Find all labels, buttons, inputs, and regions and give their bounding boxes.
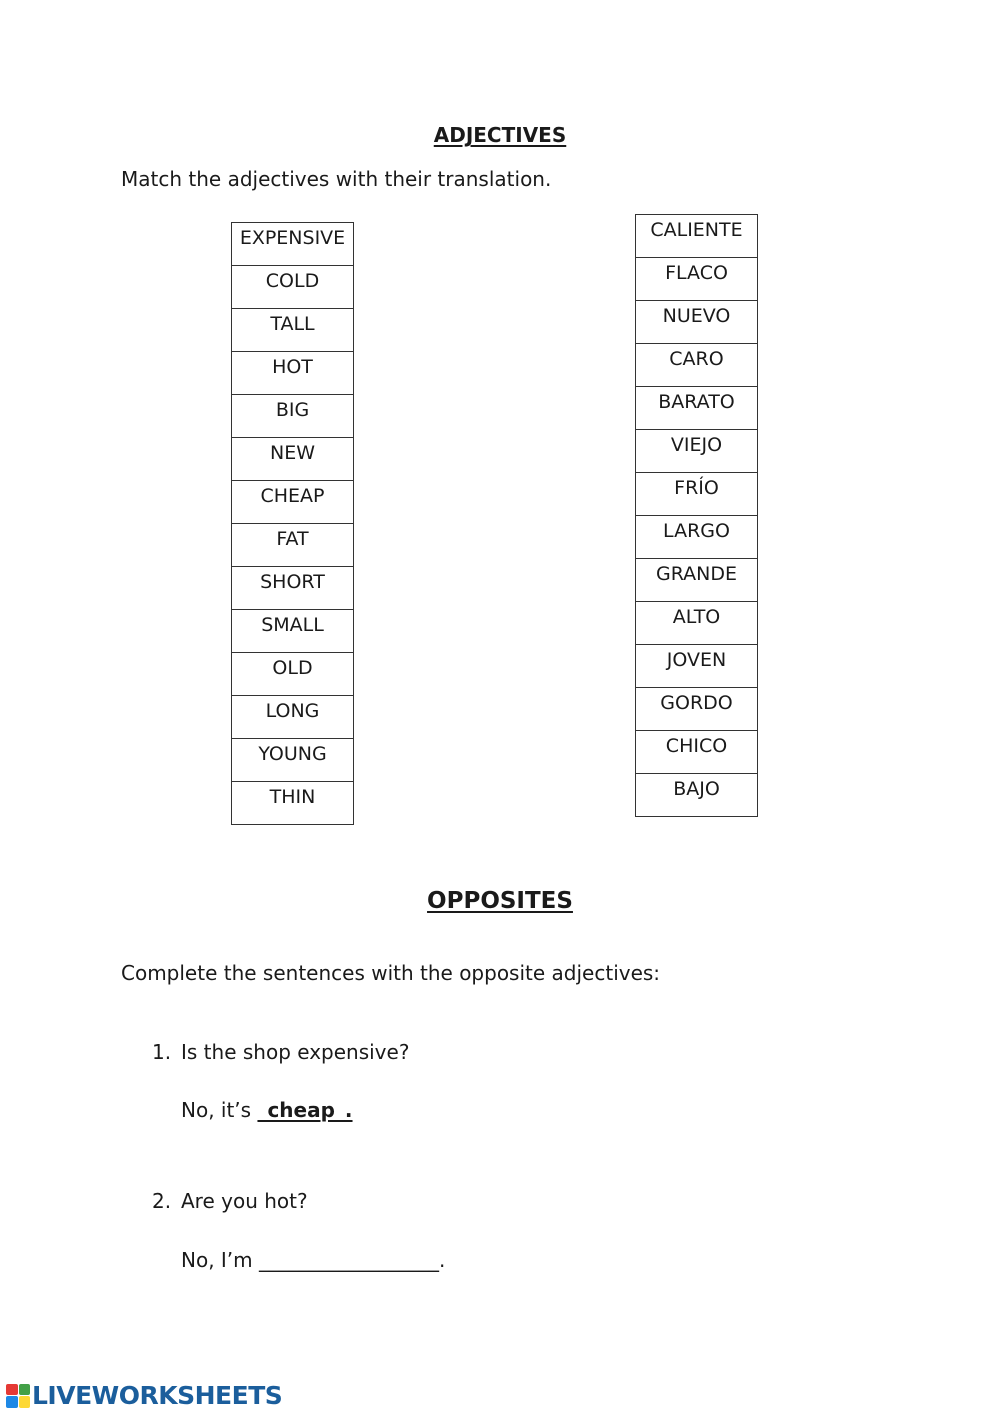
english-row bbox=[232, 739, 354, 782]
question-1-answer bbox=[181, 1098, 353, 1122]
spanish-row bbox=[636, 473, 758, 516]
english-word[interactable]: SMALL bbox=[232, 610, 354, 653]
spanish-row bbox=[636, 645, 758, 688]
spanish-word[interactable]: CHICO bbox=[636, 731, 758, 774]
english-word[interactable]: YOUNG bbox=[232, 739, 354, 782]
english-word[interactable]: SHORT bbox=[232, 567, 354, 610]
logo-square-blue bbox=[6, 1396, 18, 1408]
logo-square-green bbox=[19, 1384, 31, 1396]
spanish-row bbox=[636, 516, 758, 559]
question-2-text: Are you hot? bbox=[181, 1189, 308, 1213]
spanish-row bbox=[636, 559, 758, 602]
question-2-number: 2. bbox=[152, 1189, 172, 1213]
spanish-word[interactable]: CARO bbox=[636, 344, 758, 387]
english-row bbox=[232, 696, 354, 739]
spanish-word[interactable]: GRANDE bbox=[636, 559, 758, 602]
matching-instruction: Match the adjectives with their translation. bbox=[121, 167, 552, 191]
english-row bbox=[232, 653, 354, 696]
english-word[interactable]: EXPENSIVE bbox=[232, 223, 354, 266]
english-row bbox=[232, 223, 354, 266]
spanish-row bbox=[636, 688, 758, 731]
logo-square-yellow bbox=[19, 1396, 31, 1408]
question-1-text: Is the shop expensive? bbox=[181, 1040, 410, 1064]
spanish-row bbox=[636, 344, 758, 387]
english-word[interactable]: NEW bbox=[232, 438, 354, 481]
english-row bbox=[232, 309, 354, 352]
english-word[interactable]: LONG bbox=[232, 696, 354, 739]
english-word[interactable]: HOT bbox=[232, 352, 354, 395]
english-word[interactable]: FAT bbox=[232, 524, 354, 567]
spanish-translations-table bbox=[635, 214, 758, 817]
answer-1-prefix: No, it’s bbox=[181, 1098, 258, 1122]
spanish-word[interactable]: CALIENTE bbox=[636, 215, 758, 258]
question-1-number: 1. bbox=[152, 1040, 172, 1064]
spanish-word[interactable]: JOVEN bbox=[636, 645, 758, 688]
english-word[interactable]: THIN bbox=[232, 782, 354, 825]
spanish-word[interactable]: VIEJO bbox=[636, 430, 758, 473]
answer-2-prefix: No, I’m bbox=[181, 1248, 260, 1272]
spanish-row bbox=[636, 731, 758, 774]
opposites-instruction: Complete the sentences with the opposite adjectives: bbox=[121, 961, 661, 985]
english-row bbox=[232, 438, 354, 481]
spanish-row bbox=[636, 430, 758, 473]
spanish-word[interactable]: LARGO bbox=[636, 516, 758, 559]
liveworksheets-logo bbox=[6, 1381, 282, 1410]
answer-2-blank[interactable]: __________________. bbox=[259, 1248, 446, 1272]
english-word[interactable]: TALL bbox=[232, 309, 354, 352]
english-word[interactable]: CHEAP bbox=[232, 481, 354, 524]
english-row bbox=[232, 782, 354, 825]
english-word[interactable]: OLD bbox=[232, 653, 354, 696]
spanish-row bbox=[636, 258, 758, 301]
english-row bbox=[232, 352, 354, 395]
spanish-word[interactable]: BARATO bbox=[636, 387, 758, 430]
answer-1-blank[interactable]: _cheap_. bbox=[257, 1098, 353, 1122]
adjectives-title: ADJECTIVES bbox=[433, 123, 567, 147]
english-word[interactable]: COLD bbox=[232, 266, 354, 309]
logo-square-red bbox=[6, 1384, 18, 1396]
liveworksheets-logo-icon bbox=[6, 1384, 30, 1408]
english-adjectives-table bbox=[231, 222, 354, 825]
english-row bbox=[232, 266, 354, 309]
opposites-title: OPPOSITES bbox=[427, 888, 573, 914]
spanish-word[interactable]: NUEVO bbox=[636, 301, 758, 344]
english-word[interactable]: BIG bbox=[232, 395, 354, 438]
logo-text: LIVEWORKSHEETS bbox=[32, 1381, 283, 1410]
english-row bbox=[232, 481, 354, 524]
spanish-word[interactable]: GORDO bbox=[636, 688, 758, 731]
spanish-row bbox=[636, 602, 758, 645]
english-row bbox=[232, 395, 354, 438]
spanish-row bbox=[636, 774, 758, 817]
english-row bbox=[232, 524, 354, 567]
english-row bbox=[232, 610, 354, 653]
spanish-row bbox=[636, 301, 758, 344]
english-row bbox=[232, 567, 354, 610]
spanish-word[interactable]: FLACO bbox=[636, 258, 758, 301]
spanish-word[interactable]: BAJO bbox=[636, 774, 758, 817]
spanish-row bbox=[636, 215, 758, 258]
spanish-word[interactable]: FRÍO bbox=[636, 473, 758, 516]
spanish-row bbox=[636, 387, 758, 430]
question-2-answer bbox=[181, 1248, 445, 1272]
spanish-word[interactable]: ALTO bbox=[636, 602, 758, 645]
